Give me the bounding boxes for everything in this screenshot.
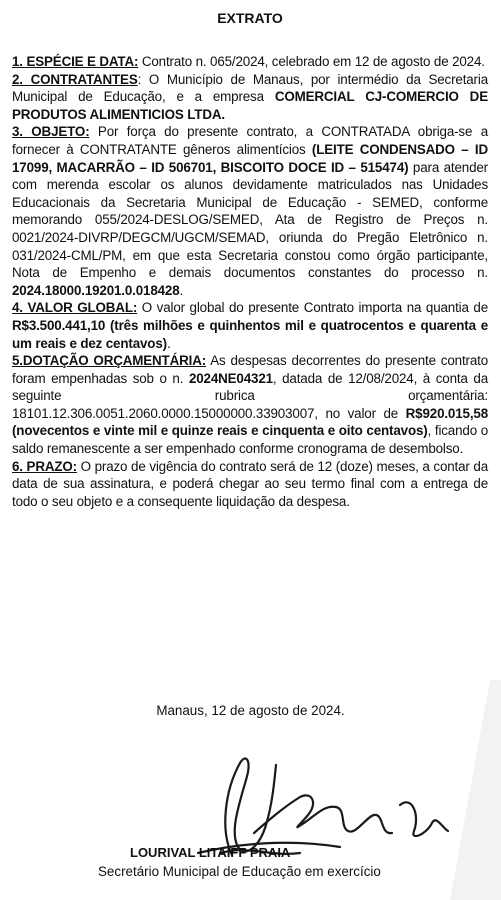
signatory-role: Secretário Municipal de Educação em exercício <box>98 864 381 879</box>
items-list: (LEITE CONDENSADO – ID 17099, MACARRÃO – ID 506701, BISCOITO DOCE ID – 515474) <box>12 141 488 175</box>
commitment-note-number: 2024NE04321 <box>188 370 273 386</box>
global-value-amount: R$3.500.441,10 (três milhões e quinhentos mil e quatrocentos e quarenta e um reais e dez centavos) <box>12 317 488 351</box>
section-text: para atender com merenda escolar os alunos devidamente matriculados nas Unidades Educacionais da Secretaria Municipal de Educação - SEMED, conforme memorando 055/2024-DESLOG/SEMED, Ata de Registro de Preços n. 0021/2024-DIVRP/DEGCM/UGCM/SEMAD, oriunda do Pregão Eletrônico n. 031/2024-CML/PM, em que esta Secretaria constou como órgão participante, Nota de Empenho e demais documentos constantes do processo n. <box>12 159 488 281</box>
section-global-value <box>12 299 488 352</box>
section-text: O valor global do presente Contrato importa na quantia de <box>137 300 488 316</box>
section-heading: 1. ESPÉCIE E DATA: <box>12 54 139 69</box>
section-text: Contrato n. 065/2024, celebrado em 12 de agosto de 2024. <box>138 54 485 69</box>
committed-value-amount: R$920.015,58 (novecentos e vinte mil e quinze reais e cinquenta e oito centavos) <box>12 405 488 439</box>
section-heading: 3. OBJETO: <box>12 124 90 140</box>
section-text: Por força do presente contrato, a CONTRATADA obriga-se a fornecer à CONTRATANTE gêneros alimentícios <box>12 124 488 157</box>
section-budget-allocation <box>12 352 488 458</box>
extract-document <box>12 10 488 510</box>
section-species-date <box>12 53 488 71</box>
section-text: , datada de 12/08/2024, à conta da seguinte rubrica orçamentária: 18101.12.306.0051.2060.0000.15000000.33903007, no valor de <box>12 370 488 421</box>
section-text: . <box>179 282 184 298</box>
section-heading: 4. VALOR GLOBAL: <box>12 300 138 316</box>
section-object <box>12 123 488 299</box>
section-text: As despesas decorrentes do presente contrato foram empenhadas sob o n. <box>12 353 488 386</box>
section-heading: 6. PRAZO: <box>12 458 77 474</box>
section-contracting-parties <box>12 71 488 124</box>
document-title: EXTRATO <box>217 10 283 26</box>
section-text: O prazo de vigência do contrato será de 12 (doze) meses, a contar da data de sua assinatura, e poderá chegar ao seu termo final com a entrega de todo o seu objeto e a consequente liquidação da despesa. <box>12 458 488 509</box>
section-text: : O Município de Manaus, por intermédio da Secretaria Municipal de Educação, e a empresa <box>12 71 488 105</box>
signatory-name: LOURIVAL LITAIFF PRAIA <box>130 845 291 860</box>
place-and-date: Manaus, 12 de agosto de 2024. <box>156 703 345 718</box>
section-text: , ficando o saldo remanescente a ser empenhado conforme cronograma de desembolso. <box>12 423 489 457</box>
section-term <box>12 458 488 511</box>
section-heading: 2. CONTRATANTES <box>12 71 138 87</box>
process-number: 2024.18000.19201.0.018428 <box>12 282 180 298</box>
section-heading: 5.DOTAÇÃO ORÇAMENTÁRIA: <box>12 353 207 369</box>
company-name: COMERCIAL CJ-COMERCIO DE PRODUTOS ALIMENTICIOS LTDA. <box>12 89 488 122</box>
section-text: . <box>166 335 171 351</box>
